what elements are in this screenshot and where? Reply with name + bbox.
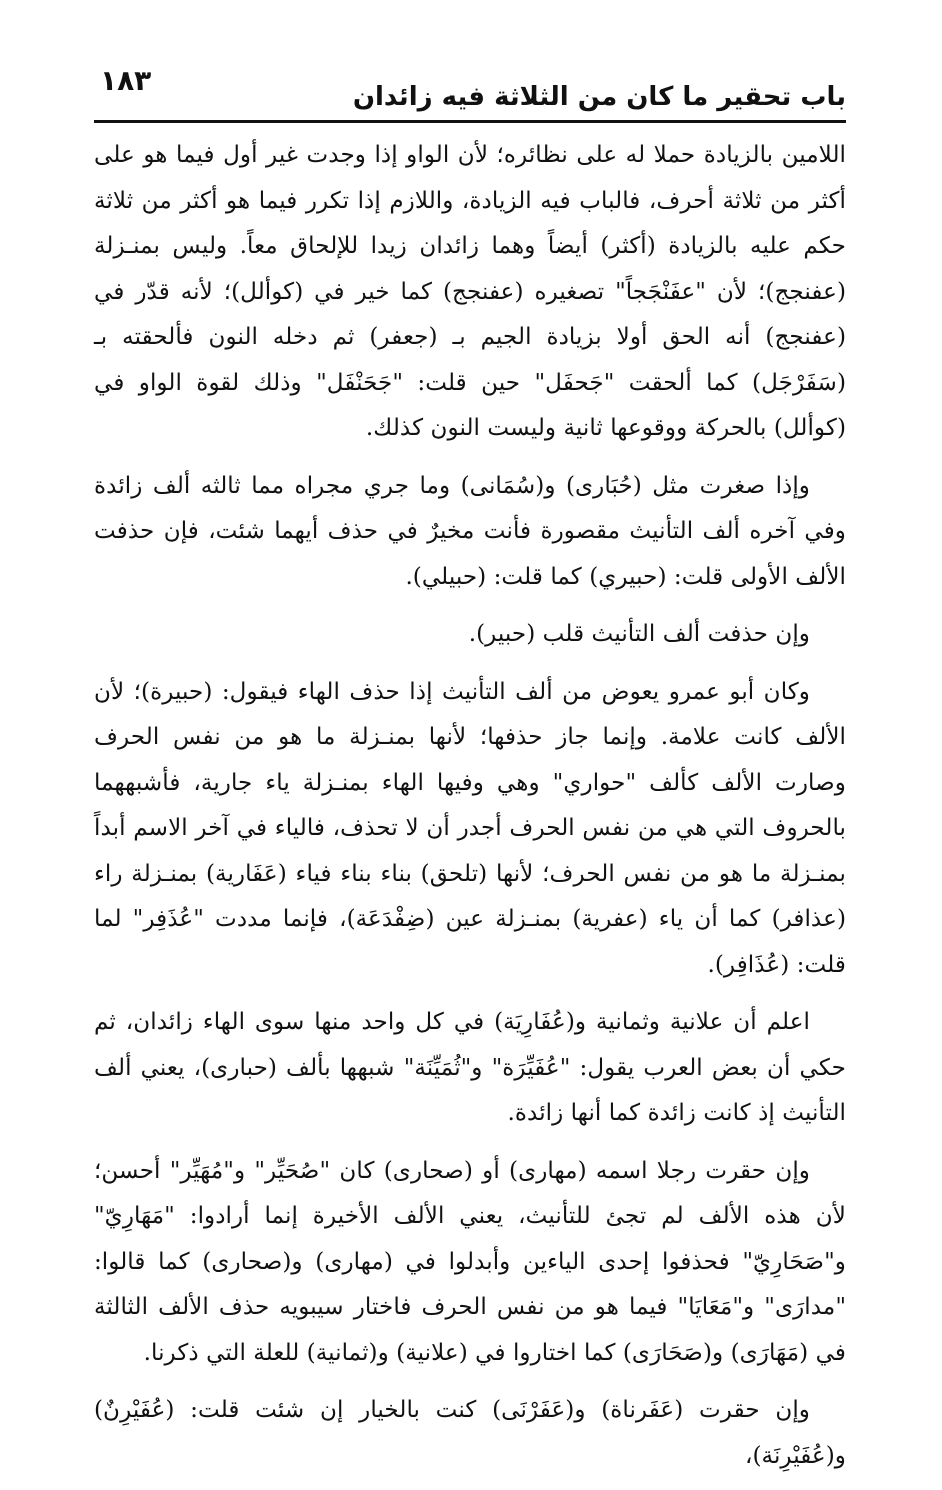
paragraph: اللامين بالزيادة حملا له على نظائره؛ لأن الواو إذا وجدت غير أول فيما هو على أكثر من ثلاثة أحرف، فالباب فيه الزيادة، واللازم إذا تكرر فيما هو أكثر من ثلاثة حكم عليه بالزيادة (أكثر) أيضاً وهما زائدان زيدا للإلحاق معاً. وليس بمنـزلة (عفنجج)؛ لأن "عفَنْجَجاً" تصغيره (عفنجج) كما خير في (كوألل)؛ لأنه قدّر في (عفنجج) أنه الحق أولا بزيادة الجيم بـ (جعفر) ثم دخله النون فألحقته بـ (سَفَرْجَل) كما ألحقت "جَحفَل" حين قلت: "جَحَنْفَل" وذلك لقوة الواو في (كوألل) بالحركة ووقوعها ثانية وليست النون كذلك. (94, 141, 846, 441)
paragraph: وإذا صغرت مثل (حُبَارى) و(سُمَانى) وما جري مجراه مما ثالثه ألف زائدة وفي آخره ألف التأنيث مقصورة فأنت مخيرٌ في حذف أيهما شئت، فإن حذفت الألف الأولى قلت: (حبيري) كما قلت: (حبيلي). (94, 471, 846, 590)
running-title: باب تحقير ما كان من الثلاثة فيه زائدان (352, 82, 846, 112)
page-header (94, 58, 846, 122)
paragraph: وإن حقرت رجلا اسمه (مهارى) أو (صحارى) كان "صُحَيِّر" و"مُهَيِّر" أحسن؛ لأن هذه الألف لم تجئ للتأنيث، يعني الألف الأخيرة إنما أرادوا: "مَهَارِيّ" و"صَحَارِيّ" فحذفوا إحدى الياءين وأبدلوا في (مهارى) و(صحارى) كما قالوا: "مدارَى" و"مَعَايَا" فيما هو من نفس الحرف فاختار سيبويه حذف الألف الثالثة في (مَهَارَى) و(صَحَارَى) كما اختاروا في (علانية) و(ثمانية) للعلة التي ذكرنا. (94, 1156, 846, 1366)
paragraph: وكان أبو عمرو يعوض من ألف التأنيث إذا حذف الهاء فيقول: (حبيرة)؛ لأن الألف كانت علامة. وإنما جاز حذفها؛ لأنها بمنـزلة ما هو من نفس الحرف وصارت الألف كألف "حواري" وهي وفيها الهاء بمنـزلة ياء جارية، فأشبههما بالحروف التي هي من نفس الحرف أجدر أن لا تحذف، فالياء في آخر الاسم أبداً بمنـزلة ما هو من نفس الحرف؛ لأنها (تلحق) بناء بناء فياء (عَفَارية) بمنـزلة راء (عذافر) كما أن ياء (عفرية) بمنـزلة عين (ضِفْدَعَة)، فإنما مددت "عُذَفِر" لما قلت: (عُذَافِر). (94, 677, 846, 978)
paragraph: اعلم أن علانية وثمانية و(عُفَارِيَة) في كل واحد منها سوى الهاء زائدان، ثم حكي أن بعض العرب يقول: "عُفَيِّرَة" و"ثُمَيِّنَة" شبهها بألف (حبارى)، يعني ألف التأنيث إذ كانت زائدة كما أنها زائدة. (94, 1008, 846, 1126)
body-text (94, 132, 846, 1490)
header-rule (94, 120, 846, 123)
page-number: ١٨٣ (100, 64, 152, 97)
paragraph: وإن حذفت ألف التأنيث قلب (حبير). (468, 620, 810, 647)
paragraph: وإن حقرت (عَفَرناة) و(عَفَرْنَى) كنت بالخيار إن شئت قلت: (عُفَيْرِنٌ) و(عُفَيْرِنَة)، (94, 1396, 846, 1469)
